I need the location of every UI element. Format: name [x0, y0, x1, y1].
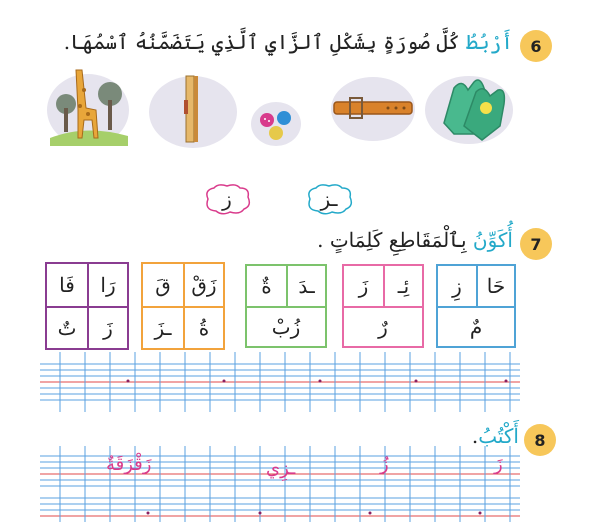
syllable-box-1: [436, 264, 516, 348]
model-letter-1: زَ: [494, 454, 503, 475]
exercise-7-verb: أُكَوِّنُ: [472, 228, 513, 252]
syllable-cell[interactable]: زُبْ: [271, 315, 301, 339]
exercise-8-text: .: [471, 424, 479, 448]
exercise-6-text: كُلَّ صُورَةٍ بِشَكْلِ ٱلزَّايِ ٱلَّذِي يَتَضَمَّنُهُ ٱسْمُهَا.: [63, 30, 460, 54]
exercise-7-instruction: [317, 228, 513, 252]
letter-form-isolated: ز: [222, 187, 232, 211]
exercise-7-text: بِٱلْمَقَاطِعِ كَلِمَاتٍ .: [317, 228, 467, 252]
letter-bubble-isolated[interactable]: [200, 182, 254, 216]
syllable-cell[interactable]: زَ: [358, 274, 369, 298]
model-letter-2: زُ: [380, 454, 389, 475]
door-image: [148, 70, 238, 150]
gloves-image: [424, 68, 514, 146]
syllable-cell[interactable]: تٌ: [57, 316, 77, 340]
syllable-cell[interactable]: ـدَ: [298, 274, 315, 298]
syllable-cell[interactable]: رَا: [100, 273, 116, 297]
exercise-8-instruction: [472, 424, 519, 448]
syllable-cell[interactable]: ةُ: [198, 316, 210, 340]
model-letter-3: ـزِي: [266, 458, 296, 479]
exercise-6-instruction: [64, 30, 513, 54]
exercise-number-6: 6: [520, 30, 552, 62]
syllable-cell[interactable]: زِ: [452, 274, 462, 298]
syllable-cell[interactable]: قَ: [155, 273, 171, 297]
buttons-image: [250, 100, 302, 148]
syllable-box-5: [45, 262, 129, 350]
syllable-box-3: [245, 264, 327, 348]
syllable-cell[interactable]: فَا: [59, 273, 75, 297]
writing-lines-7[interactable]: [40, 352, 520, 412]
syllable-cell[interactable]: رٌ: [378, 315, 388, 339]
exercise-number-7: 7: [520, 228, 552, 260]
letter-form-final: ـز: [320, 187, 338, 211]
letter-bubble-final[interactable]: [302, 182, 356, 216]
exercise-number-8: 8: [524, 424, 556, 456]
syllable-cell[interactable]: ةٌ: [261, 274, 272, 298]
exercise-8-verb: أَكْتُبُ: [478, 424, 519, 448]
model-word-4: زَقْزَقَةٌ: [106, 454, 152, 475]
syllable-cell[interactable]: مٌ: [469, 315, 483, 339]
giraffe-image: [46, 60, 130, 148]
syllable-cell[interactable]: ئِـ: [397, 274, 410, 298]
syllable-cell[interactable]: ـزَ: [154, 316, 172, 340]
syllable-box-4: [141, 262, 225, 350]
syllable-box-2: [342, 264, 424, 348]
syllable-cell[interactable]: حَا: [486, 274, 506, 298]
syllable-cell[interactable]: زَقْ: [191, 273, 217, 297]
exercise-6-verb: أَرْبُطُ: [466, 30, 513, 54]
belt-image: [330, 76, 416, 142]
syllable-cell[interactable]: زَ: [103, 316, 113, 340]
